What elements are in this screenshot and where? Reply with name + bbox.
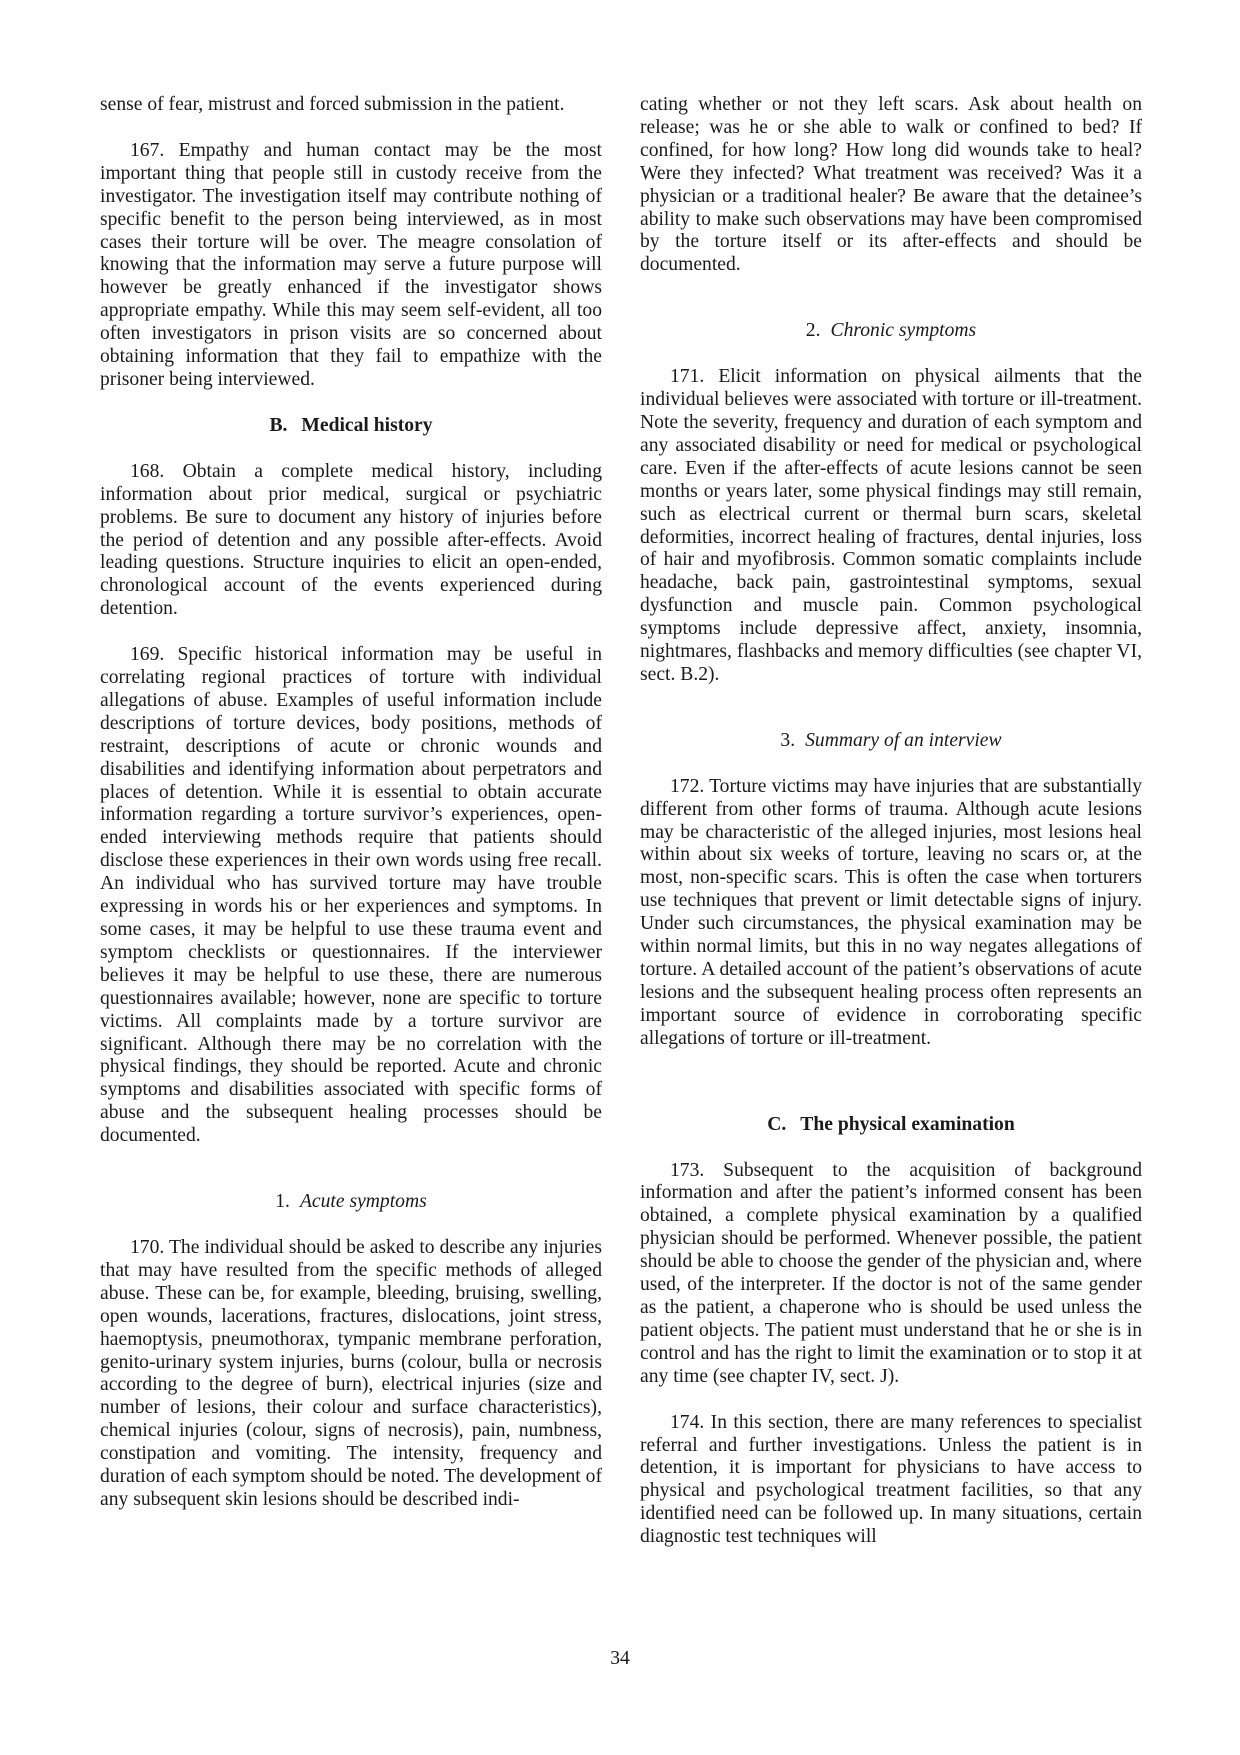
paragraph-169: 169. Specific historical information may be useful in correlating regional practices of torture with individual allegations of abuse. Examples of useful information include descriptions of torture devices, body positions, methods of restraint, descriptions of acute or chronic wounds and disabilities and identifying information about perpetrators and places of detention. While it is essential to obtain accurate information regarding a torture survivor’s experiences, open-ended interviewing methods require that patients should disclose these experiences in their own words using free recall. An individual who has survived torture may have trouble expressing in words his or her experiences and symptoms. In some cases, it may be helpful to use these trauma event and symptom checklists or questionnaires. If the interviewer believes it may be helpful to use these, there are numerous questionnaires available; however, none are specific to torture victims. All complaints made by a torture survivor are significant. Although there may be no correlation with the physical findings, they should be reported. Acute and chronic symptoms and disabilities associated with specific forms of abuse and the subsequent healing processes should be documented.: [100, 644, 602, 1147]
subsection-title: Summary of an interview: [805, 729, 1002, 751]
paragraph-172: 172. Torture victims may have injuries that are substantially different from other forms of trauma. Although acute lesions may be characteristic of the alleged injuries, most lesions heal within about six weeks of torture, leaving no scars or, at the most, non-specific scars. This is often the case when torturers use techniques that prevent or limit detectable signs of injury. Under such circumstances, the physical examination may be within normal limits, but this in no way negates allegations of torture. A detailed account of the patient’s observations of acute lesions and the subsequent healing process often represents an important source of evidence in corroborating specific allegations of torture or ill-treatment.: [640, 775, 1142, 1049]
section-number: C.: [767, 1113, 787, 1135]
section-title: Medical history: [301, 414, 433, 436]
page-number: 34: [610, 1648, 630, 1669]
paragraph-continuation: sense of fear, mistrust and forced submission in the patient.: [100, 94, 565, 115]
subsection-heading-1: [100, 1191, 602, 1214]
right-column: [640, 94, 1142, 1549]
subsection-number: 1.: [275, 1191, 290, 1213]
section-number: B.: [269, 414, 288, 436]
subsection-heading-3: [640, 730, 1142, 753]
section-heading-c: [640, 1114, 1142, 1137]
paragraph-173: 173. Subsequent to the acquisition of background information and after the patient’s informed consent has been obtained, a complete physical examination by a qualified physician should be performed. Whenever possible, the patient should be able to choose the gender of the physician and, where used, of the interpreter. If the doctor is not of the same gender as the patient, a chaperone who is should be used unless the patient objects. The patient must understand that he or she is in control and has the right to limit the examination or to stop it at any time (see chapter IV, sect. J).: [640, 1159, 1142, 1387]
paragraph-171: 171. Elicit information on physical ailments that the individual believes were associated with torture or ill-treatment. Note the severity, frequency and duration of each symptom and any associated disability or need for medical or psychological care. Even if the after-effects of acute lesions cannot be seen months or years later, some physical findings may still remain, such as electrical current or thermal burn scars, skeletal deformities, incorrect healing of fractures, dental injuries, loss of hair and myofibrosis. Common somatic complaints include headache, back pain, gastrointestinal symptoms, sexual dysfunction and muscle pain. Common psychological symptoms include depressive affect, anxiety, insomnia, nightmares, flashbacks and memory difficulties (see chapter VI, sect. B.2).: [640, 366, 1142, 685]
subsection-title: Chronic symptoms: [830, 320, 977, 342]
section-title: The physical examination: [800, 1113, 1015, 1135]
paragraph-174: 174. In this section, there are many references to specialist referral and further investigations. Unless the patient is in detention, it is important for physicians to have access to physical and psychological treatment facilities, so that any identified need can be followed up. In many situations, certain diagnostic test techniques will: [640, 1411, 1142, 1548]
paragraph-168: 168. Obtain a complete medical history, including information about prior medical, surgical or psychiatric problems. Be sure to document any history of injuries before the period of detention and any possible after-effects. Avoid leading questions. Structure inquiries to elicit an open-ended, chronological account of the events experienced during detention.: [100, 460, 602, 620]
paragraph-170-continuation: cating whether or not they left scars. Ask about health on release; was he or she able to walk or confined to bed? If confined, for how long? How long did wounds take to heal? Were they infected? What treatment was received? Was it a physician or a traditional healer? Be aware that the detainee’s ability to make such observations may have been compromised by the torture itself or its after-effects and should be documented.: [640, 94, 1142, 276]
left-column: [100, 94, 602, 1512]
subsection-number: 2.: [805, 320, 821, 342]
section-heading-b: [100, 415, 602, 438]
paragraph-170: 170. The individual should be asked to describe any injuries that may have resulted from the specific methods of alleged abuse. These can be, for example, bleeding, bruising, swelling, open wounds, lacerations, fractures, dislocations, joint stress, haemoptysis, pneumothorax, tympanic membrane perforation, genito-urinary system injuries, burns (colour, bulla or necrosis according to the degree of burn), electrical injuries (size and number of lesions, their colour and surface characteristics), chemical injuries (colour, signs of necrosis), pain, numbness, constipation and vomiting. The intensity, frequency and duration of each symptom should be noted. The development of any subsequent skin lesions should be described indi-: [100, 1236, 602, 1510]
subsection-heading-2: [640, 320, 1142, 343]
subsection-title: Acute symptoms: [299, 1191, 427, 1213]
subsection-number: 3.: [780, 729, 796, 751]
paragraph-167: 167. Empathy and human contact may be the most important thing that people still in custody receive from the investigator. The investigation itself may contribute nothing of specific benefit to the person being interviewed, as in most cases their torture will be over. The meagre consolation of knowing that the information may serve a future purpose will however be greatly enhanced if the investigator shows appropriate empathy. While this may seem self-evident, all too often investigators in prison visits are so concerned about obtaining information that they fail to empathize with the prisoner being interviewed.: [100, 139, 602, 390]
